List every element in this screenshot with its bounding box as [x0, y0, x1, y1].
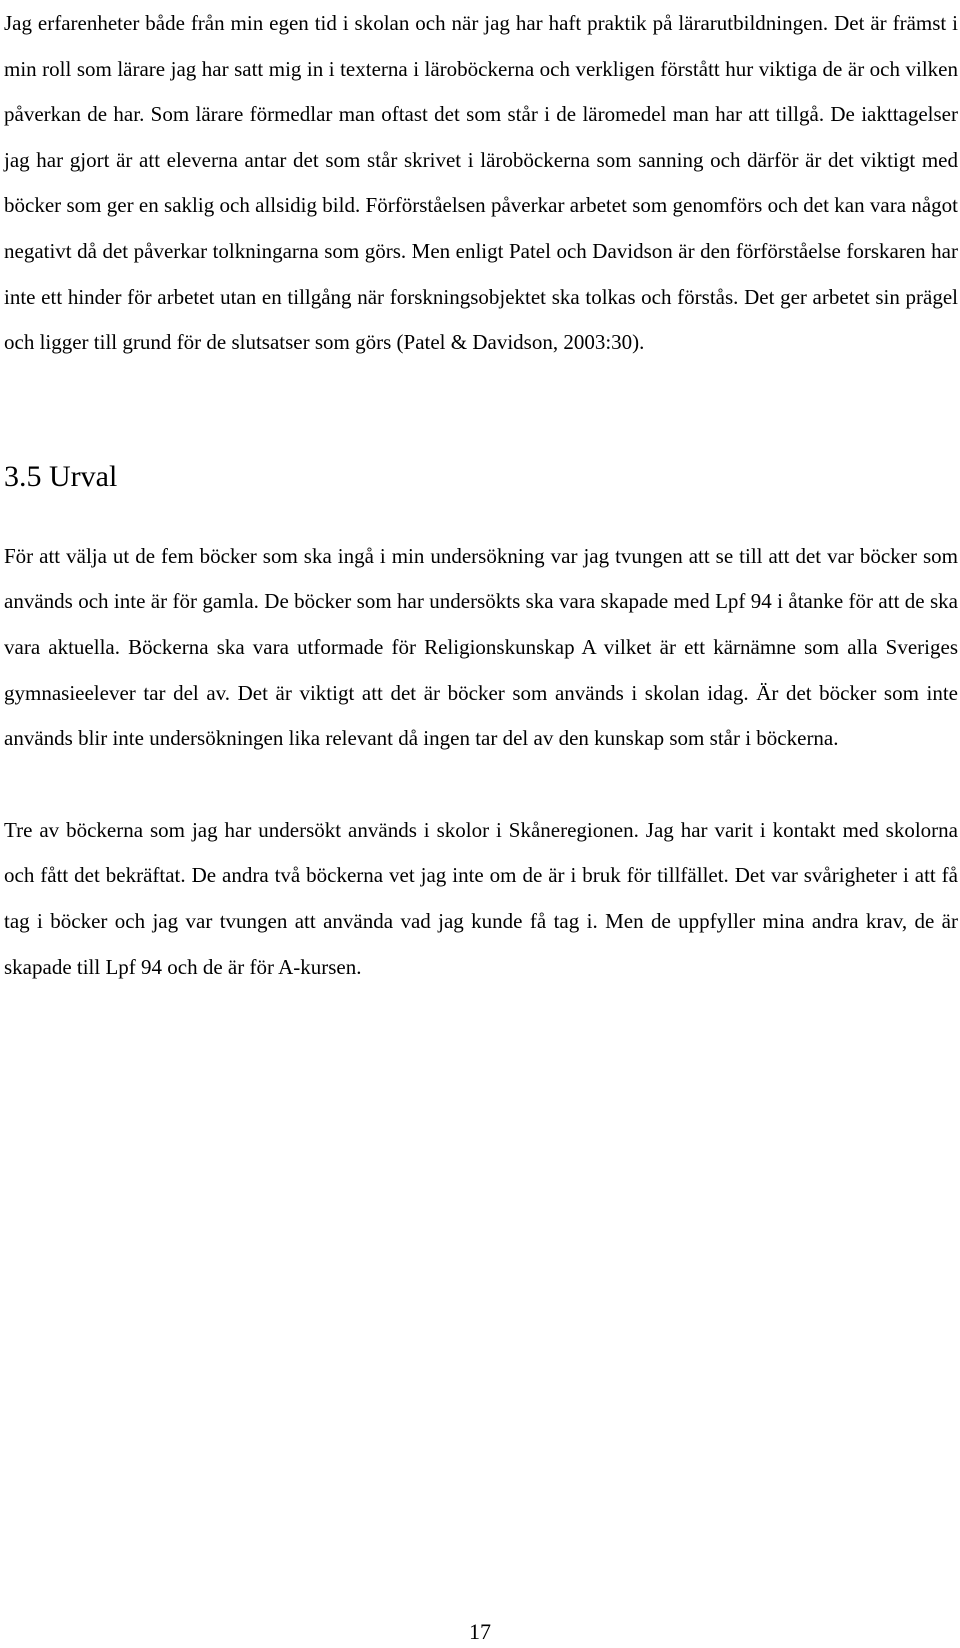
paragraph-books-in-use: Tre av böckerna som jag har undersökt används i skolor i Skåneregionen. Jag har varit i kontakt med skolorna och fått det bekräftat. De andra två böckerna vet jag inte om de är i bruk för tillfället. Det var svårigheter i att få tag i böcker och jag var tvungen att använda vad jag kunde få tag i. Men de uppfyller mina andra krav, de är skapade till Lpf 94 och de är för A-kursen. — [4, 817, 958, 979]
section-heading-urval: 3.5 Urval — [4, 459, 118, 493]
paragraph-selection-criteria: För att välja ut de fem böcker som ska ingå i min undersökning var jag tvungen att se till att det var böcker som används och inte är för gamla. De böcker som har undersökts ska vara skapade med Lpf 94 i åtanke för att de ska vara aktuella. Böckerna ska vara utformade för Religionskunskap A vilket är ett kärnämne som alla Sveriges gymnasieelever tar del av. Det är viktigt att det är böcker som används i skolan idag. Är det böcker som inte används blir inte undersökningen lika relevant då ingen tar del av den kunskap som står i böckerna. — [4, 543, 958, 751]
page-number: 17 — [469, 1619, 491, 1644]
page-content — [4, 0, 958, 990]
paragraph-preunderstanding: Jag erfarenheter både från min egen tid i skolan och när jag har haft praktik på lärarutbildningen. Det är främst i min roll som lärare jag har satt mig in i texterna i läroböckerna och verkligen förstått hur viktiga de är och vilken påverkan de har. Som lärare förmedlar man oftast det som står i de läromedel man har att tillgå. De iakttagelser jag har gjort är att eleverna antar det som står skrivet i läroböckerna som sanning och därför är det viktigt med böcker som ger en saklig och allsidig bild. Förförståelsen påverkar arbetet som genomförs och det kan vara något negativt då det påverkar tolkningarna som görs. Men enligt Patel och Davidson är den förförståelse forskaren har inte ett hinder för arbetet utan en tillgång när forskningsobjektet ska tolkas och förstås. Det ger arbetet sin prägel och ligger till grund för de slutsatser som görs (Patel & Davidson, 2003:30). — [4, 11, 958, 355]
